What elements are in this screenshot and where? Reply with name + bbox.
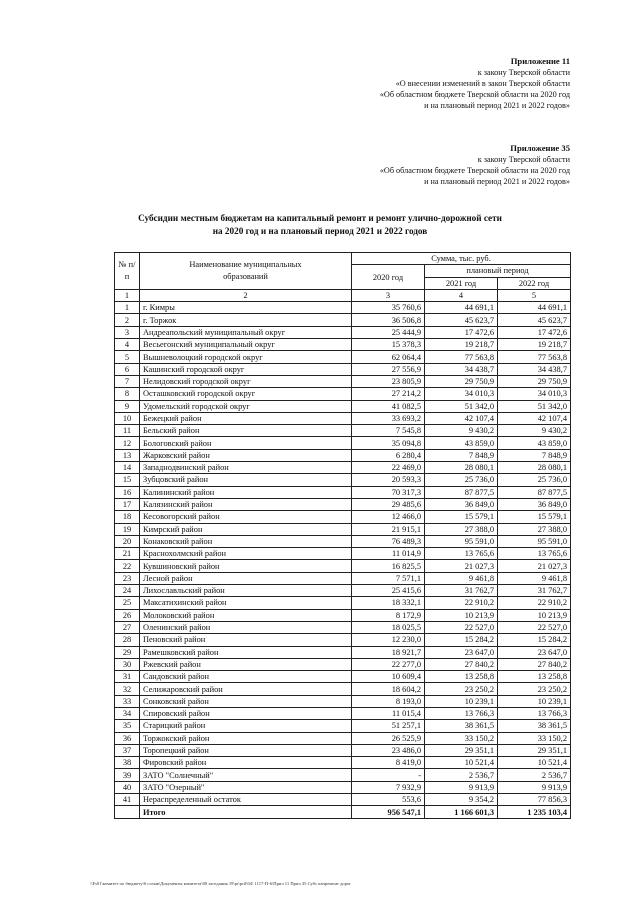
row-value-2020: 20 593,3: [352, 474, 425, 486]
appendix-11-header: [380, 56, 570, 111]
row-value-2022: 13 766,3: [498, 707, 571, 719]
row-value-2020: 553,6: [352, 794, 425, 806]
row-municipality: г. Кимры: [140, 302, 352, 314]
table-row: [115, 794, 571, 806]
subsidies-table: [114, 252, 571, 819]
row-value-2022: 29 750,9: [498, 375, 571, 387]
table-row: [115, 449, 571, 461]
table-row: [115, 720, 571, 732]
row-number: 13: [115, 449, 140, 461]
row-municipality: Осташковский городской округ: [140, 388, 352, 400]
appendix-11-line: «Об областном бюджете Тверской области на 2020 год: [379, 90, 570, 99]
table-row: [115, 781, 571, 793]
row-municipality: Ржевский район: [140, 658, 352, 670]
table-row: [115, 400, 571, 412]
row-value-2020: 7 571,1: [352, 572, 425, 584]
row-municipality: Старицкий район: [140, 720, 352, 732]
row-number: 3: [115, 326, 140, 338]
row-value-2020: 27 556,9: [352, 363, 425, 375]
row-value-2020: 11 014,9: [352, 548, 425, 560]
row-municipality: Кувшиновский район: [140, 560, 352, 572]
row-value-2020: 33 693,2: [352, 412, 425, 424]
table-row: [115, 572, 571, 584]
row-value-2022: 42 107,4: [498, 412, 571, 424]
row-value-2021: 23 250,2: [425, 683, 498, 695]
row-municipality: Калязинский район: [140, 498, 352, 510]
row-municipality: Вышневолоцкий городской округ: [140, 351, 352, 363]
row-municipality: Удомельский городской округ: [140, 400, 352, 412]
row-municipality: Западнодвинский район: [140, 462, 352, 474]
row-number: 37: [115, 744, 140, 756]
row-number: 29: [115, 646, 140, 658]
row-value-2021: 2 536,7: [425, 769, 498, 781]
row-value-2021: 23 647,0: [425, 646, 498, 658]
row-value-2020: 11 015,4: [352, 707, 425, 719]
table-row: [115, 375, 571, 387]
row-number: 23: [115, 572, 140, 584]
row-number: 22: [115, 560, 140, 572]
row-municipality: Кашинский городской округ: [140, 363, 352, 375]
document-title-line-1: Субсидии местным бюджетам на капитальный ремонт и ремонт улично-дорожной сети: [138, 213, 502, 223]
row-value-2020: 35 760,6: [352, 302, 425, 314]
table-row: [115, 437, 571, 449]
row-value-2020: 25 444,9: [352, 326, 425, 338]
row-municipality: Пеновский район: [140, 634, 352, 646]
row-number: 34: [115, 707, 140, 719]
row-municipality: Селижаровский район: [140, 683, 352, 695]
total-label: Итого: [140, 806, 352, 818]
row-value-2021: 33 150,2: [425, 732, 498, 744]
row-value-2021: 95 591,0: [425, 535, 498, 547]
row-value-2020: 51 257,1: [352, 720, 425, 732]
row-value-2020: -: [352, 769, 425, 781]
row-value-2020: 27 214,2: [352, 388, 425, 400]
appendix-11-line: и на плановый период 2021 и 2022 годов»: [424, 101, 570, 110]
row-value-2020: 7 932,9: [352, 781, 425, 793]
row-number: 27: [115, 621, 140, 633]
table-row: [115, 388, 571, 400]
row-value-2021: 17 472,6: [425, 326, 498, 338]
appendix-11-line: к закону Тверской области: [477, 68, 570, 77]
row-value-2021: 22 910,2: [425, 597, 498, 609]
row-value-2021: 9 461,8: [425, 572, 498, 584]
row-value-2022: 77 563,8: [498, 351, 571, 363]
row-number: 11: [115, 425, 140, 437]
table-row: [115, 535, 571, 547]
column-index: 3: [352, 289, 425, 301]
table-row: [115, 339, 571, 351]
row-value-2020: 23 486,0: [352, 744, 425, 756]
column-index: 4: [425, 289, 498, 301]
row-value-2021: 51 342,0: [425, 400, 498, 412]
table-row: [115, 548, 571, 560]
row-municipality: Рамешковский район: [140, 646, 352, 658]
row-municipality: Бежецкий район: [140, 412, 352, 424]
table-row: [115, 769, 571, 781]
row-number: 32: [115, 683, 140, 695]
table-row: [115, 302, 571, 314]
row-number: 26: [115, 609, 140, 621]
row-value-2022: 27 388,0: [498, 523, 571, 535]
row-number: 41: [115, 794, 140, 806]
table-row: [115, 560, 571, 572]
row-municipality: Бельский район: [140, 425, 352, 437]
row-value-2022: 25 736,0: [498, 474, 571, 486]
appendix-35-line: «Об областном бюджете Тверской области на 2020 год: [379, 166, 570, 175]
row-value-2021: 77 563,8: [425, 351, 498, 363]
row-value-2022: 95 591,0: [498, 535, 571, 547]
row-value-2021: 15 579,1: [425, 511, 498, 523]
table-row: [115, 412, 571, 424]
row-value-2021: 10 521,4: [425, 757, 498, 769]
row-value-2022: 21 027,3: [498, 560, 571, 572]
row-value-2021: 13 258,8: [425, 671, 498, 683]
row-value-2021: 34 438,7: [425, 363, 498, 375]
total-number-cell: [115, 806, 140, 818]
row-municipality: Максатихинский район: [140, 597, 352, 609]
row-value-2021: 42 107,4: [425, 412, 498, 424]
row-value-2020: 8 419,0: [352, 757, 425, 769]
table-row: [115, 683, 571, 695]
row-value-2020: 29 485,6: [352, 498, 425, 510]
row-number: 7: [115, 375, 140, 387]
row-value-2021: 10 239,1: [425, 695, 498, 707]
header-sum: Сумма, тыс. руб.: [352, 253, 571, 265]
row-municipality: Калининский район: [140, 486, 352, 498]
row-value-2020: 10 609,4: [352, 671, 425, 683]
row-number: 20: [115, 535, 140, 547]
row-value-2020: 18 025,5: [352, 621, 425, 633]
row-number: 14: [115, 462, 140, 474]
row-number: 4: [115, 339, 140, 351]
row-value-2020: 25 415,6: [352, 585, 425, 597]
row-value-2022: 23 647,0: [498, 646, 571, 658]
header-name: Наименование муниципальных образований: [140, 253, 352, 290]
row-value-2020: 21 915,1: [352, 523, 425, 535]
row-value-2022: 10 521,4: [498, 757, 571, 769]
row-municipality: Спировский район: [140, 707, 352, 719]
appendix-35-line: к закону Тверской области: [477, 155, 570, 164]
header-2022: 2022 год: [498, 277, 571, 289]
column-index-row: [115, 289, 571, 301]
row-number: 17: [115, 498, 140, 510]
row-value-2020: 18 604,2: [352, 683, 425, 695]
row-number: 19: [115, 523, 140, 535]
row-municipality: Конаковский район: [140, 535, 352, 547]
table-row: [115, 757, 571, 769]
row-municipality: Молоковский район: [140, 609, 352, 621]
table-row: [115, 326, 571, 338]
row-municipality: Нераспределенный остаток: [140, 794, 352, 806]
row-value-2021: 21 027,3: [425, 560, 498, 572]
document-title: [0, 212, 640, 238]
table-row: [115, 351, 571, 363]
row-value-2021: 43 859,0: [425, 437, 498, 449]
table-row: [115, 744, 571, 756]
row-value-2021: 29 351,1: [425, 744, 498, 756]
row-value-2021: 13 765,6: [425, 548, 498, 560]
row-value-2022: 10 239,1: [498, 695, 571, 707]
table-row: [115, 695, 571, 707]
row-number: 24: [115, 585, 140, 597]
total-2021: 1 166 601,3: [425, 806, 498, 818]
row-value-2022: 23 250,2: [498, 683, 571, 695]
row-municipality: ЗАТО "Солнечный": [140, 769, 352, 781]
row-number: 28: [115, 634, 140, 646]
row-value-2022: 27 840,2: [498, 658, 571, 670]
row-number: 30: [115, 658, 140, 670]
row-number: 9: [115, 400, 140, 412]
table-row: [115, 621, 571, 633]
table-row: [115, 474, 571, 486]
row-number: 33: [115, 695, 140, 707]
total-row: [115, 806, 571, 818]
row-value-2020: 26 525,9: [352, 732, 425, 744]
appendix-11-line: «О внесении изменений в закон Тверской области: [395, 79, 570, 88]
row-municipality: г. Торжок: [140, 314, 352, 326]
row-value-2020: 22 469,0: [352, 462, 425, 474]
row-value-2021: 7 848,9: [425, 449, 498, 461]
table-row: [115, 707, 571, 719]
table-row: [115, 462, 571, 474]
row-number: 39: [115, 769, 140, 781]
row-value-2022: 15 579,1: [498, 511, 571, 523]
table-row: [115, 658, 571, 670]
row-value-2020: 15 378,3: [352, 339, 425, 351]
row-number: 5: [115, 351, 140, 363]
row-number: 2: [115, 314, 140, 326]
row-value-2020: 41 082,5: [352, 400, 425, 412]
row-value-2022: 9 913,9: [498, 781, 571, 793]
row-value-2020: 18 332,1: [352, 597, 425, 609]
row-municipality: Кесовогорский район: [140, 511, 352, 523]
row-number: 15: [115, 474, 140, 486]
row-number: 31: [115, 671, 140, 683]
row-value-2021: 87 877,5: [425, 486, 498, 498]
row-value-2022: 17 472,6: [498, 326, 571, 338]
row-number: 25: [115, 597, 140, 609]
row-number: 35: [115, 720, 140, 732]
row-value-2021: 25 736,0: [425, 474, 498, 486]
row-number: 21: [115, 548, 140, 560]
table-row: [115, 634, 571, 646]
row-value-2022: 22 527,0: [498, 621, 571, 633]
row-value-2021: 27 388,0: [425, 523, 498, 535]
row-municipality: Кимрский район: [140, 523, 352, 535]
row-value-2021: 29 750,9: [425, 375, 498, 387]
row-value-2021: 44 691,1: [425, 302, 498, 314]
row-value-2020: 70 317,3: [352, 486, 425, 498]
row-value-2020: 7 545,8: [352, 425, 425, 437]
row-municipality: Оленинский район: [140, 621, 352, 633]
table-row: [115, 585, 571, 597]
row-value-2021: 9 430,2: [425, 425, 498, 437]
row-value-2021: 9 354,2: [425, 794, 498, 806]
row-municipality: Бологовский район: [140, 437, 352, 449]
header-2020: 2020 год: [352, 265, 425, 290]
column-index: 1: [115, 289, 140, 301]
row-value-2022: 33 150,2: [498, 732, 571, 744]
row-value-2020: 62 064,4: [352, 351, 425, 363]
row-number: 1: [115, 302, 140, 314]
table-row: [115, 609, 571, 621]
header-number: № п/п: [115, 253, 140, 290]
table-row: [115, 314, 571, 326]
row-value-2022: 13 258,8: [498, 671, 571, 683]
column-index: 5: [498, 289, 571, 301]
row-municipality: Краснохолмский район: [140, 548, 352, 560]
row-value-2021: 22 527,0: [425, 621, 498, 633]
row-value-2020: 22 277,0: [352, 658, 425, 670]
row-value-2022: 15 284,2: [498, 634, 571, 646]
total-2022: 1 235 103,4: [498, 806, 571, 818]
table-row: [115, 498, 571, 510]
row-value-2022: 19 218,7: [498, 339, 571, 351]
row-value-2021: 15 284,2: [425, 634, 498, 646]
row-municipality: Андреапольский муниципальный округ: [140, 326, 352, 338]
appendix-35-line: и на плановый период 2021 и 2022 годов»: [424, 177, 570, 186]
column-index: 2: [140, 289, 352, 301]
row-value-2020: 12 230,0: [352, 634, 425, 646]
appendix-11-title: Приложение 11: [510, 56, 570, 66]
appendix-35-title: Приложение 35: [510, 143, 570, 153]
row-value-2020: 12 466,0: [352, 511, 425, 523]
row-value-2021: 9 913,9: [425, 781, 498, 793]
row-value-2022: 45 623,7: [498, 314, 571, 326]
table-row: [115, 597, 571, 609]
row-value-2022: 34 438,7: [498, 363, 571, 375]
row-number: 12: [115, 437, 140, 449]
row-value-2020: 23 805,9: [352, 375, 425, 387]
row-value-2020: 76 489,3: [352, 535, 425, 547]
row-value-2022: 22 910,2: [498, 597, 571, 609]
row-number: 8: [115, 388, 140, 400]
row-value-2021: 45 623,7: [425, 314, 498, 326]
row-number: 36: [115, 732, 140, 744]
row-value-2022: 44 691,1: [498, 302, 571, 314]
row-municipality: ЗАТО "Озерный": [140, 781, 352, 793]
row-value-2021: 34 010,3: [425, 388, 498, 400]
row-value-2020: 35 094,8: [352, 437, 425, 449]
row-value-2020: 18 921,7: [352, 646, 425, 658]
row-value-2022: 31 762,7: [498, 585, 571, 597]
table-row: [115, 732, 571, 744]
row-value-2021: 38 361,5: [425, 720, 498, 732]
row-municipality: Сандовский район: [140, 671, 352, 683]
row-value-2022: 28 080,1: [498, 462, 571, 474]
row-value-2022: 87 877,5: [498, 486, 571, 498]
row-value-2021: 13 766,3: [425, 707, 498, 719]
row-municipality: Жарковский район: [140, 449, 352, 461]
row-value-2022: 34 010,3: [498, 388, 571, 400]
row-value-2022: 38 361,5: [498, 720, 571, 732]
table-header-row: [115, 253, 571, 265]
row-value-2022: 10 213,9: [498, 609, 571, 621]
row-municipality: Торжокский район: [140, 732, 352, 744]
row-value-2020: 8 193,0: [352, 695, 425, 707]
row-value-2021: 28 080,1: [425, 462, 498, 474]
appendix-35-header: [380, 143, 570, 187]
table-row: [115, 671, 571, 683]
row-municipality: Весьегонский муниципальный округ: [140, 339, 352, 351]
row-municipality: Сонковский район: [140, 695, 352, 707]
row-value-2022: 7 848,9: [498, 449, 571, 461]
file-path-footer: \\Fs01\комитет по бюджету\6 созыв\Документы комитета\00 заседания 19\pr\pril\04\ 1117-П-6\Прил 11 Прил 35 Субс капремонт дорог: [90, 881, 352, 886]
row-value-2022: 51 342,0: [498, 400, 571, 412]
row-municipality: Лесной район: [140, 572, 352, 584]
row-number: 16: [115, 486, 140, 498]
row-number: 38: [115, 757, 140, 769]
header-2021: 2021 год: [425, 277, 498, 289]
row-municipality: Нелидовский городской округ: [140, 375, 352, 387]
row-value-2021: 27 840,2: [425, 658, 498, 670]
table-row: [115, 511, 571, 523]
row-municipality: Зубцовский район: [140, 474, 352, 486]
header-plan-period: плановый период: [425, 265, 571, 277]
row-value-2022: 43 859,0: [498, 437, 571, 449]
row-value-2020: 16 825,5: [352, 560, 425, 572]
row-value-2022: 9 461,8: [498, 572, 571, 584]
table-row: [115, 363, 571, 375]
document-title-line-2: на 2020 год и на плановый период 2021 и 2022 годов: [212, 226, 428, 236]
row-value-2021: 31 762,7: [425, 585, 498, 597]
row-value-2021: 19 218,7: [425, 339, 498, 351]
row-number: 6: [115, 363, 140, 375]
row-municipality: Лихославльский район: [140, 585, 352, 597]
table-row: [115, 646, 571, 658]
row-value-2020: 36 506,8: [352, 314, 425, 326]
row-municipality: Фировский район: [140, 757, 352, 769]
row-number: 18: [115, 511, 140, 523]
row-value-2021: 10 213,9: [425, 609, 498, 621]
row-value-2022: 9 430,2: [498, 425, 571, 437]
row-value-2022: 2 536,7: [498, 769, 571, 781]
row-value-2020: 8 172,9: [352, 609, 425, 621]
table-row: [115, 523, 571, 535]
row-value-2022: 77 856,3: [498, 794, 571, 806]
row-value-2022: 13 765,6: [498, 548, 571, 560]
row-value-2022: 29 351,1: [498, 744, 571, 756]
row-municipality: Торопецкий район: [140, 744, 352, 756]
row-number: 40: [115, 781, 140, 793]
row-number: 10: [115, 412, 140, 424]
row-value-2021: 36 849,0: [425, 498, 498, 510]
table-row: [115, 486, 571, 498]
row-value-2020: 6 280,4: [352, 449, 425, 461]
row-value-2022: 36 849,0: [498, 498, 571, 510]
total-2020: 956 547,1: [352, 806, 425, 818]
table-row: [115, 425, 571, 437]
